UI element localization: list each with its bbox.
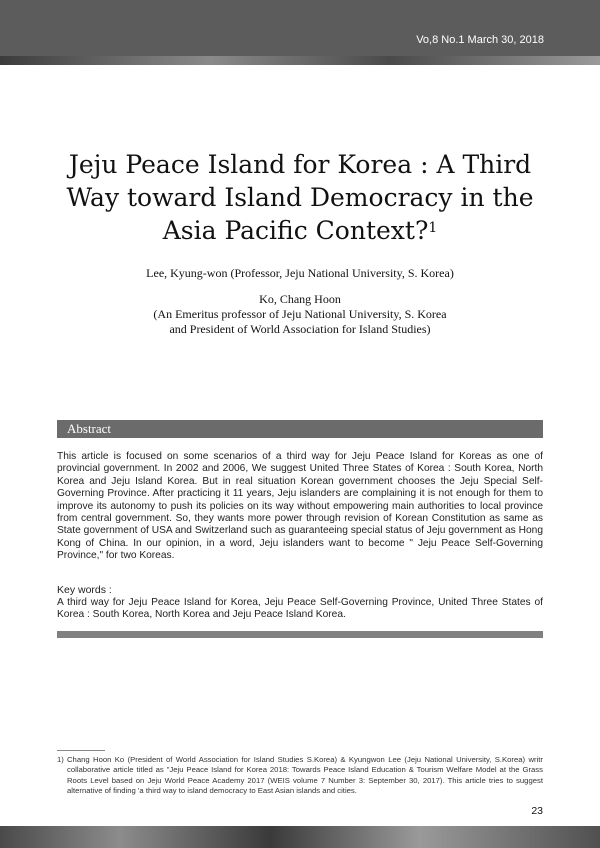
title-footnote-mark[interactable]: 1 [428,220,438,236]
keywords-text: A third way for Jeju Peace Island for Korea, Jeju Peace Self-Governing Province, United Three States of Korea : South Korea, North Korea and Jeju Peace Island Korea. [57,597,543,621]
abstract-heading: Abstract [67,421,112,436]
author-2-name: Ko, Chang Hoon [259,292,341,306]
abstract-header [57,420,543,438]
title-line-1: Jeju Peace Island for Korea : A Third [68,150,532,179]
title-line-2: Way toward Island Democracy in the [66,183,534,212]
page-number: 23 [531,805,543,817]
issue-info: Vo,8 No.1 March 30, 2018 [416,34,544,46]
header-stripe [0,56,600,65]
keywords-label: Key words : [57,584,112,596]
footnote-text: Chang Hoon Ko (President of World Association for Island Studies S.Korea) & Kyungwon Lee (Jeju National University, S.Korea) writr collaborative article titled as "Jeju Peace Island for Korea 2018: Towards Peace Island Education & Tourism Welfare Model at the Grass Roots Level based on Jeju World Peace Academy 2017 (WEIS volume 7 Number 3: September 30, 2017). This article tries to suggest alternative of finding 'a third way to island democracy to East Asian islands and cities. [67,755,543,796]
footer-bar [0,826,600,848]
author-1: Lee, Kyung-won (Professor, Jeju National University, S. Korea) [146,266,454,280]
author-2-affiliation-1: (An Emeritus professor of Jeju National University, S. Korea [153,307,447,321]
footnote-rule [57,750,105,751]
header-bar [0,0,600,56]
title-line-3: Asia Pacific Context? [162,216,429,245]
paper-title [60,148,540,247]
footnote [57,755,543,797]
abstract-text: This article is focused on some scenarios of a third way for Jeju Peace Island for Koreas as one of provincial government. In 2002 and 2006, We suggest United Three States of Korea : South Korea, North Korea and Jeju Island Korea. But in real situation Korean government chooses the Jeju Special Self-Governing Province. After practicing it 11 years, Jeju islanders are complaining it is not enough for them to improve its autonomy to push its policies on its way without empowering main authorities to local province from central government. So, they wants more power through revision of Korean Constitution as same as State government of USA and Switzerland such as guaranteeing special status of Jeju government as Hong Kong of China. In our opinion, in a word, Jeju islanders want to become " Jeju Peace Self-Governing Province," for two Koreas. [57,451,543,562]
section-divider [57,631,543,638]
author-2-affiliation-2: and President of World Association for Island Studies) [169,322,431,336]
author-2 [60,292,540,337]
footnote-number: 1) [57,755,64,764]
